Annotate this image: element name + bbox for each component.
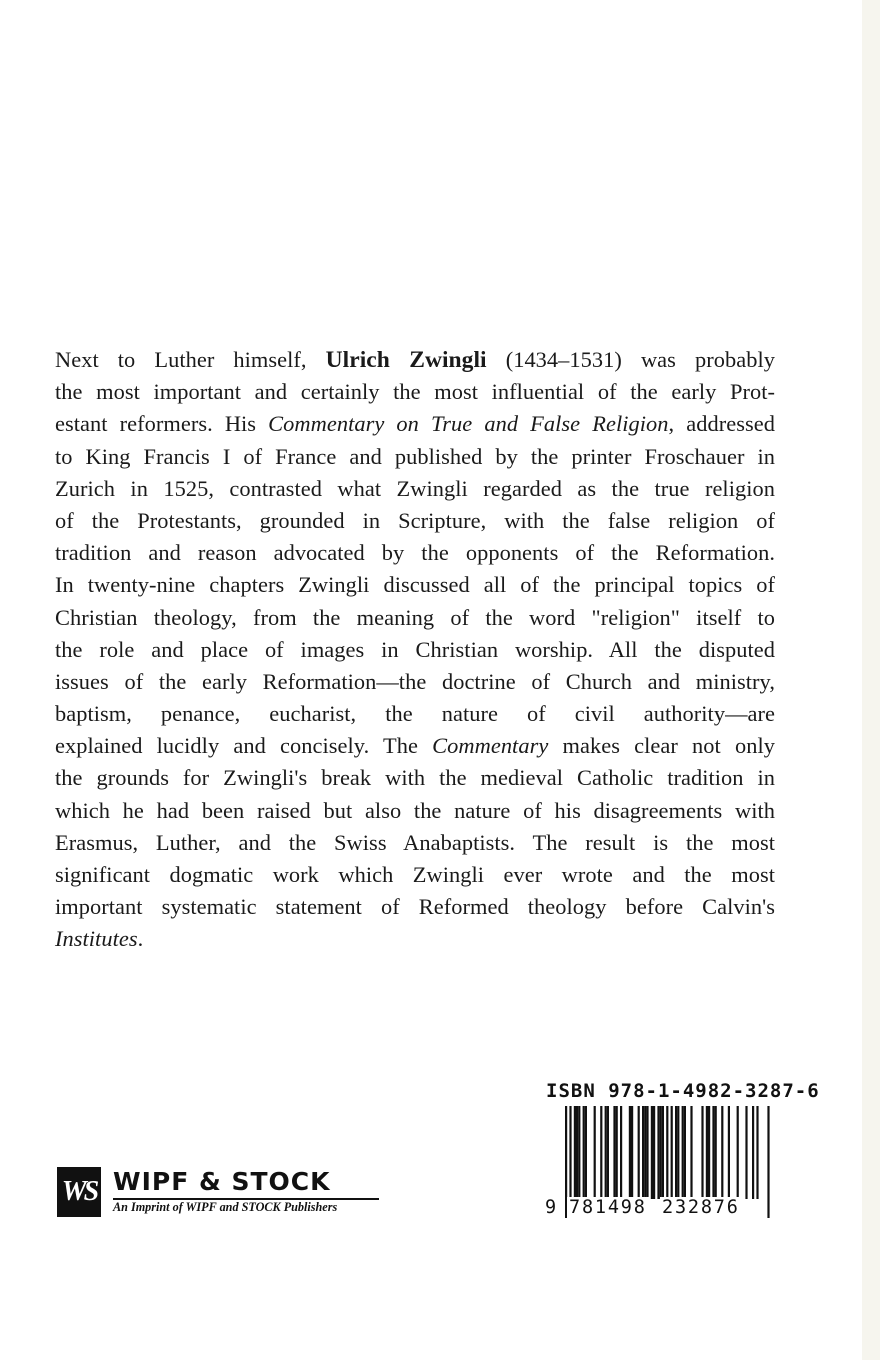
- back-cover-blurb: [55, 344, 775, 956]
- barcode-bar: [728, 1106, 730, 1199]
- barcode-bar: [613, 1106, 615, 1199]
- barcode-bar: [576, 1106, 578, 1199]
- barcode-bar: [620, 1106, 622, 1199]
- barcode-bar: [638, 1106, 640, 1199]
- spine-edge: [862, 0, 880, 1360]
- blurb-line: Zurich in 1525, contrasted what Zwingli regarded as the true religion: [55, 475, 775, 501]
- barcode-bar: [737, 1106, 739, 1199]
- blurb-line: issues of the early Reformation—the doctrine of Church and ministry,: [55, 668, 775, 694]
- barcode-bar: [616, 1106, 618, 1199]
- barcode-bar: [662, 1106, 664, 1199]
- blurb-line: tradition and reason advocated by the opponents of the Reformation.: [55, 540, 775, 566]
- author-name: Ulrich Zwingli: [325, 347, 487, 373]
- barcode-bar: [660, 1106, 662, 1199]
- blurb-line: baptism, penance, eucharist, the nature of civil authority—are: [55, 701, 775, 727]
- barcode-bar: [594, 1106, 596, 1199]
- barcode-digit-first: 9: [545, 1197, 557, 1218]
- barcode-bar: [690, 1106, 692, 1199]
- barcode-bar: [651, 1106, 653, 1199]
- barcode-digits-left: 781498: [569, 1197, 647, 1218]
- barcode-digits-right: 232876: [662, 1197, 740, 1218]
- barcode-bar: [675, 1106, 677, 1199]
- blurb-line: the grounds for Zwingli's break with the medieval Catholic tradition in: [55, 765, 775, 791]
- blurb-line: of the Protestants, grounded in Scripture, with the false religion of: [55, 507, 775, 533]
- barcode-bar: [605, 1106, 607, 1199]
- barcode-bar: [646, 1106, 648, 1199]
- blurb-line: significant dogmatic work which Zwingli ever wrote and the most: [55, 862, 775, 887]
- blurb-line: estant reformers. His Commentary on True and False Religion, addressed: [55, 411, 775, 437]
- blurb-line: Erasmus, Luther, and the Swiss Anabaptists. The result is the most: [55, 829, 775, 855]
- publisher-tagline: An Imprint of WIPF and STOCK Publishers: [113, 1200, 338, 1214]
- barcode-bar: [706, 1106, 708, 1199]
- barcode-bar: [756, 1106, 758, 1199]
- barcode-bar: [644, 1106, 646, 1199]
- blurb-line: the most important and certainly the most influential of the early Prot-: [55, 379, 775, 405]
- publisher-logo-icon: WS: [57, 1167, 101, 1217]
- book-title-short: Commentary: [432, 733, 549, 759]
- barcode-bar: [682, 1106, 684, 1199]
- barcode-bar: [712, 1106, 714, 1199]
- barcode-bar: [583, 1106, 585, 1199]
- barcode-bar: [600, 1106, 602, 1199]
- blurb-line: which he had been raised but also the nature of his disagreements with: [55, 797, 775, 823]
- barcode-bar: [578, 1106, 580, 1199]
- blurb-line: In twenty-nine chapters Zwingli discussed all of the principal topics of: [55, 572, 775, 598]
- barcode-bar: [607, 1106, 609, 1199]
- barcode-bar: [653, 1106, 655, 1199]
- institutes-title: Institutes: [55, 926, 138, 952]
- blurb-line: the role and place of images in Christian worship. All the disputed: [55, 636, 775, 662]
- blurb-line: important systematic statement of Reformed theology before Calvin's: [55, 894, 775, 920]
- barcode-bar: [752, 1106, 754, 1199]
- book-title: Commentary on True and False Religion: [268, 411, 669, 437]
- barcode-bar: [642, 1106, 644, 1199]
- publisher-imprint: [57, 1167, 387, 1217]
- barcode-bar: [657, 1106, 659, 1199]
- barcode-bar: [677, 1106, 679, 1199]
- barcode-bar: [684, 1106, 686, 1199]
- barcode-bar: [721, 1106, 723, 1199]
- barcode-bar: [708, 1106, 710, 1199]
- isbn-label: ISBN 978-1-4982-3287-6: [546, 1080, 820, 1102]
- barcode-bar: [701, 1106, 703, 1199]
- blurb-line: Next to Luther himself, Ulrich Zwingli (1434–1531) was probably: [55, 347, 775, 373]
- blurb-line: Christian theology, from the meaning of the word "religion" itself to: [55, 604, 775, 630]
- barcode-bar: [745, 1106, 747, 1199]
- barcode-bar: [629, 1106, 631, 1199]
- barcode-bar: [631, 1106, 633, 1199]
- barcode-digits: [545, 1197, 770, 1223]
- barcode-bar: [585, 1106, 587, 1199]
- blurb-line: Institutes.: [55, 926, 144, 952]
- barcode-bar: [715, 1106, 717, 1199]
- blurb-line: explained lucidly and concisely. The Commentary makes clear not only: [55, 733, 775, 759]
- barcode-bar: [574, 1106, 576, 1199]
- blurb-line: to King Francis I of France and published by the printer Froschauer in: [55, 443, 775, 469]
- publisher-name: WIPF & STOCK: [113, 1167, 331, 1196]
